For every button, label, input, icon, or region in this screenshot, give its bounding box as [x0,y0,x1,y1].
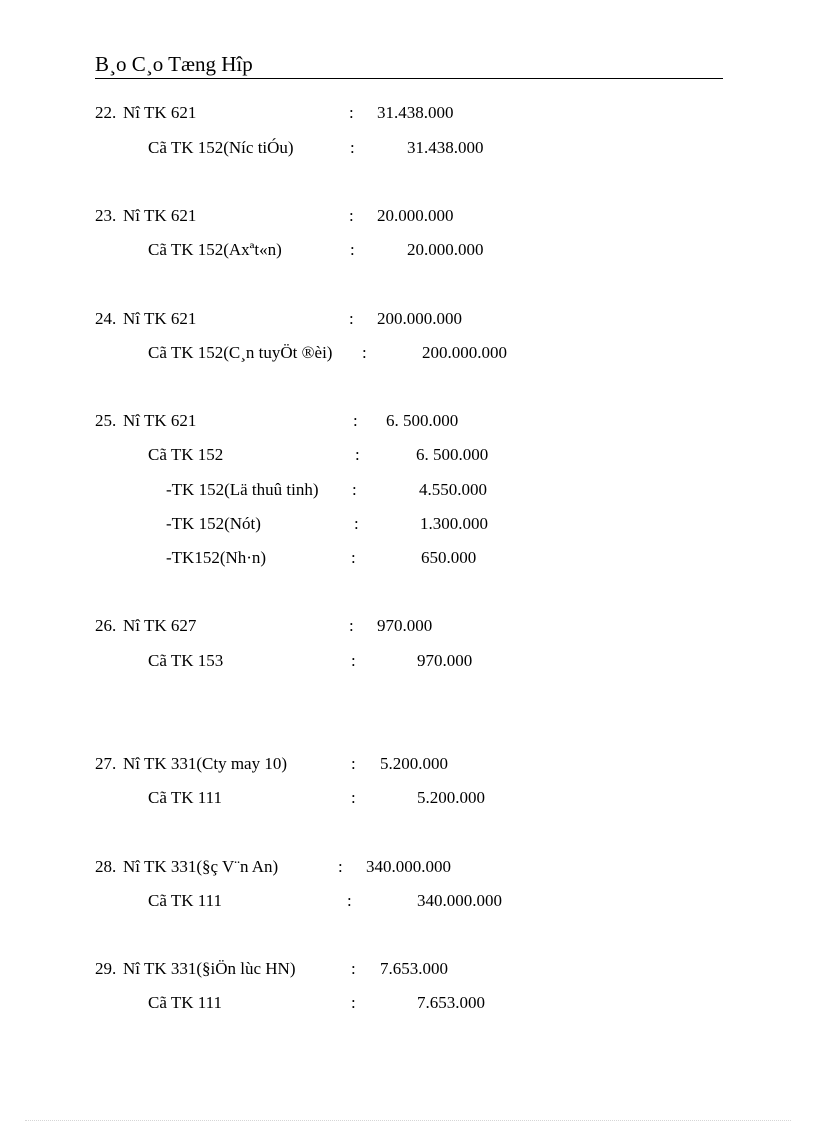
entry-29-debit-amount: 7.653.000 [380,959,448,978]
entry-25-credit-separator: : [355,445,360,464]
entry-26-number: 26. [95,616,117,635]
entry-28-credit-account: Cã TK 111 [148,891,222,910]
entry-25-subaccount-1-separator: : [352,480,357,499]
entry-27-number: 27. [95,754,117,773]
entry-24-credit-separator: : [362,343,367,362]
entry-29-number: 29. [95,959,117,978]
entry-28-debit-account: Nî TK 331(§ç V¨n An) [123,857,279,876]
entry-25-credit-account: Cã TK 152 [148,445,224,464]
entry-28-debit-separator: : [338,857,343,876]
entry-24-number: 24. [95,309,117,328]
entry-23-debit-amount: 20.000.000 [377,206,454,225]
entry-23-number: 23. [95,206,117,225]
entry-26-credit-account: Cã TK 153 [148,651,224,670]
entry-27-debit-account: Nî TK 331(Cty may 10) [123,754,288,773]
entry-23-debit-account: Nî TK 621 [123,206,197,225]
entry-28-number: 28. [95,857,117,876]
entry-22-debit-amount: 31.438.000 [377,103,454,122]
entry-26-credit-amount: 970.000 [417,651,473,670]
entry-23-credit-amount: 20.000.000 [407,240,484,259]
page-bottom-divider [25,1120,791,1121]
entry-22-number: 22. [95,103,117,122]
entry-28-credit-amount: 340.000.000 [417,891,502,910]
entry-23-debit-separator: : [349,206,354,225]
entry-24-credit-amount: 200.000.000 [422,343,507,362]
entry-22-credit-amount: 31.438.000 [407,138,484,157]
entry-27-debit-separator: : [351,754,356,773]
entry-24-debit-amount: 200.000.000 [377,309,462,328]
entry-27-credit-amount: 5.200.000 [417,788,485,807]
entry-26-credit-separator: : [351,651,356,670]
entry-29-credit-account: Cã TK 111 [148,993,222,1012]
entry-25-subaccount-2-amount: 1.300.000 [420,514,488,533]
entry-25-debit-separator: : [353,411,358,430]
entry-23-credit-separator: : [350,240,355,259]
entry-25-credit-amount: 6. 500.000 [416,445,489,464]
entry-22-credit-separator: : [350,138,355,157]
entry-23-credit-account: Cã TK 152(Axªt«n) [148,240,282,259]
entry-29-debit-separator: : [351,959,356,978]
header-divider [95,78,723,79]
entry-25-subaccount-2-separator: : [354,514,359,533]
entry-24-credit-account: Cã TK 152(C¸n tuyÖt ®èi) [148,343,333,362]
entry-27-credit-separator: : [351,788,356,807]
entry-29-credit-amount: 7.653.000 [417,993,485,1012]
entry-25-subaccount-1-amount: 4.550.000 [419,480,487,499]
entry-25-subaccount-1: -TK 152(Lä thuû tinh) [166,480,319,499]
entry-25-subaccount-2: -TK 152(Nót) [166,514,261,533]
entry-24-debit-separator: : [349,309,354,328]
entry-26-debit-separator: : [349,616,354,635]
page-title: B¸o C¸o Tæng Hîp [95,52,253,76]
entry-29-credit-separator: : [351,993,356,1012]
entry-25-subaccount-3-separator: : [351,548,356,567]
entry-26-debit-account: Nî TK 627 [123,616,197,635]
entry-25-number: 25. [95,411,117,430]
entry-27-credit-account: Cã TK 111 [148,788,222,807]
entry-26-debit-amount: 970.000 [377,616,433,635]
entry-28-debit-amount: 340.000.000 [366,857,451,876]
entry-25-subaccount-3: -TK152(Nh·n) [166,548,267,567]
entry-22-debit-account: Nî TK 621 [123,103,197,122]
entry-28-credit-separator: : [347,891,352,910]
entry-25-subaccount-3-amount: 650.000 [421,548,477,567]
entry-27-debit-amount: 5.200.000 [380,754,448,773]
entry-22-credit-account: Cã TK 152(Níc tiÓu) [148,138,294,157]
entry-24-debit-account: Nî TK 621 [123,309,197,328]
entry-25-debit-account: Nî TK 621 [123,411,197,430]
entry-29-debit-account: Nî TK 331(§iÖn lùc HN) [123,959,296,978]
entry-22-debit-separator: : [349,103,354,122]
entry-25-debit-amount: 6. 500.000 [386,411,459,430]
